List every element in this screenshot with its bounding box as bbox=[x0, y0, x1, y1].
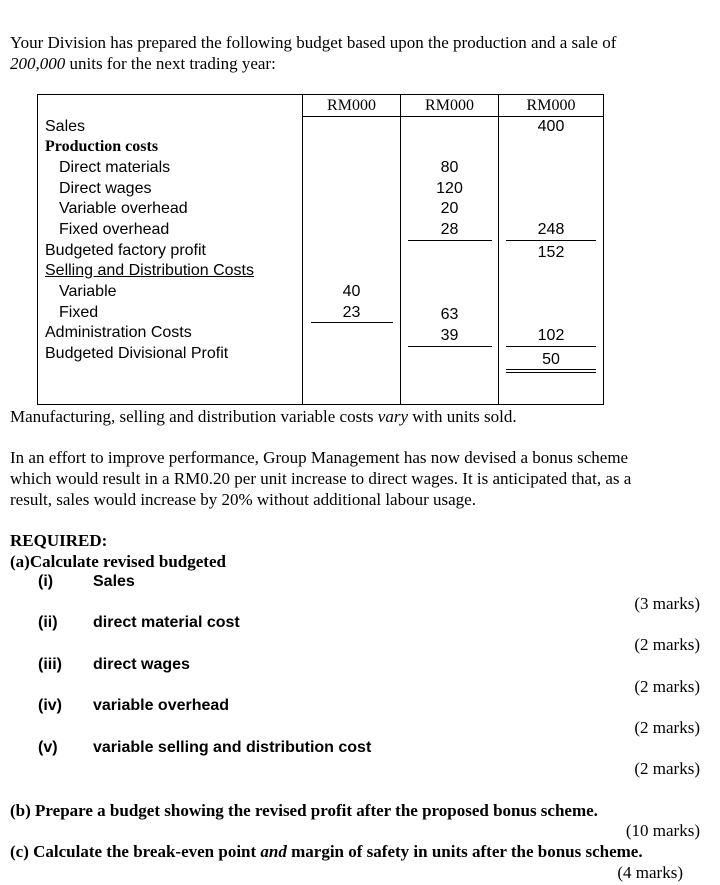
part-b-text: (b) Prepare a budget showing the revised profit after the proposed bonus scheme. bbox=[10, 801, 598, 820]
row-label-divisional-profit: Budgeted Divisional Profit bbox=[45, 345, 229, 362]
cell-fixed-c1: 23 bbox=[342, 304, 361, 321]
cell-divisional-profit-c3: 50 bbox=[542, 351, 560, 368]
cell-administration-c3: 102 bbox=[537, 327, 565, 344]
part-c-italic: and bbox=[260, 842, 287, 861]
intro-line-2-rest: units for the next trading year: bbox=[65, 54, 276, 73]
row-label-sales: Sales bbox=[45, 118, 86, 135]
item-iv-text: variable overhead bbox=[93, 697, 230, 714]
cell-fixed-c2: 63 bbox=[440, 306, 459, 323]
part-c-after: margin of safety in units after the bonus scheme. bbox=[286, 842, 643, 861]
item-iv-num: (iv) bbox=[38, 697, 62, 714]
item-v-marks: (2 marks) bbox=[634, 759, 700, 778]
intro-line-2 bbox=[10, 53, 276, 74]
col2-divider bbox=[400, 94, 401, 405]
c2-production-rule bbox=[408, 240, 492, 241]
part-c-marks: (4 marks) bbox=[617, 863, 683, 882]
item-ii-marks: (2 marks) bbox=[634, 635, 700, 654]
item-v-num: (v) bbox=[38, 739, 58, 756]
c3-double-rule-bottom bbox=[506, 372, 596, 373]
row-label-direct-materials: Direct materials bbox=[59, 159, 171, 176]
item-iii-text: direct wages bbox=[93, 656, 190, 673]
row-label-variable-overhead: Variable overhead bbox=[59, 200, 188, 217]
item-i-text: Sales bbox=[93, 573, 135, 590]
cell-fixed-overhead-c2: 28 bbox=[440, 221, 459, 238]
cell-factory-profit-c3: 152 bbox=[537, 244, 565, 261]
note-before: Manufacturing, selling and distribution variable costs bbox=[10, 407, 378, 426]
cell-administration-c2: 39 bbox=[440, 327, 459, 344]
row-label-administration: Administration Costs bbox=[45, 324, 192, 341]
intro-line-1: Your Division has prepared the following budget based upon the production and a sale of bbox=[10, 33, 617, 52]
note-italic: vary bbox=[377, 407, 409, 426]
required-heading: REQUIRED: bbox=[10, 531, 108, 550]
row-label-fixed: Fixed bbox=[59, 304, 99, 321]
part-c-before: (c) Calculate the break-even point bbox=[10, 842, 261, 861]
row-label-variable: Variable bbox=[59, 283, 117, 300]
table-left-border bbox=[37, 94, 38, 405]
table-right-border bbox=[603, 94, 604, 405]
part-b-marks: (10 marks) bbox=[625, 821, 700, 840]
cell-variable-c1: 40 bbox=[342, 283, 361, 300]
c3-double-rule-top bbox=[506, 369, 596, 370]
c3-production-rule bbox=[506, 240, 596, 241]
scenario-line-2: which would result in a RM0.20 per unit increase to direct wages. It is anticipated that, as a bbox=[10, 469, 632, 488]
part-a-heading: (a)Calculate revised budgeted bbox=[10, 552, 226, 571]
col1-divider bbox=[302, 94, 303, 405]
cell-direct-wages-c2: 120 bbox=[436, 180, 463, 197]
item-iii-marks: (2 marks) bbox=[634, 677, 700, 696]
row-label-direct-wages: Direct wages bbox=[59, 180, 152, 197]
c1-subtotal-rule bbox=[311, 322, 393, 323]
c2-costs-rule bbox=[408, 346, 492, 347]
part-c-text bbox=[10, 841, 643, 862]
item-i-marks: (3 marks) bbox=[634, 594, 700, 613]
cell-variable-overhead-c2: 20 bbox=[440, 200, 459, 217]
item-v-text: variable selling and distribution cost bbox=[93, 739, 372, 756]
row-label-fixed-overhead: Fixed overhead bbox=[59, 221, 170, 238]
item-ii-text: direct material cost bbox=[93, 614, 240, 631]
item-iii-num: (iii) bbox=[38, 656, 62, 673]
row-label-budgeted-factory-profit: Budgeted factory profit bbox=[45, 242, 206, 259]
item-ii-num: (ii) bbox=[38, 614, 58, 631]
col3-header: RM000 bbox=[526, 97, 576, 114]
note-line bbox=[10, 406, 517, 427]
col2-header: RM000 bbox=[425, 97, 474, 114]
cell-direct-materials-c2: 80 bbox=[440, 159, 459, 176]
scenario-line-1: In an effort to improve performance, Group Management has now devised a bonus scheme bbox=[10, 448, 629, 467]
note-after: with units sold. bbox=[408, 407, 517, 426]
cell-sales-c3: 400 bbox=[537, 118, 565, 135]
item-i-num: (i) bbox=[38, 573, 54, 590]
table-bottom-border bbox=[37, 404, 604, 405]
col1-header: RM000 bbox=[327, 97, 376, 114]
c3-costs-rule bbox=[506, 346, 596, 347]
table-top-border bbox=[37, 94, 604, 95]
row-label-production-costs: Production costs bbox=[45, 138, 159, 155]
item-iv-marks: (2 marks) bbox=[634, 718, 700, 737]
scenario-line-3: result, sales would increase by 20% without additional labour usage. bbox=[10, 490, 476, 509]
cell-fixed-overhead-c3: 248 bbox=[537, 221, 565, 238]
row-label-selling-distribution: Selling and Distribution Costs bbox=[45, 262, 254, 279]
intro-units: 200,000 bbox=[10, 54, 66, 73]
